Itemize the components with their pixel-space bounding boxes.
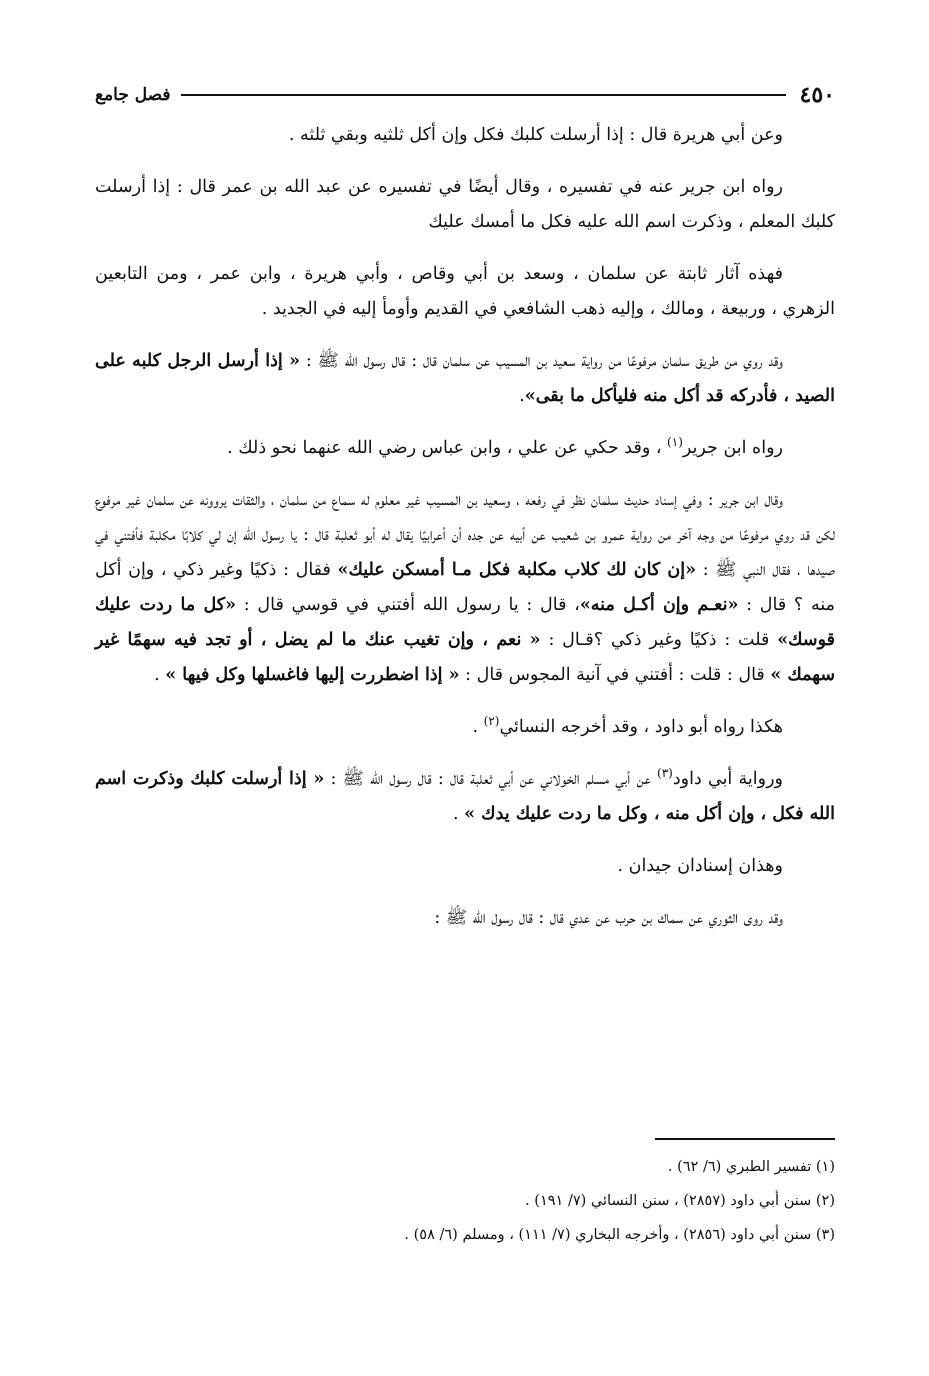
chapter-title: فصل جامع [95, 85, 171, 105]
paragraph-text: عن أبي مسلم الخولاني عن أبي ثعلبة قال : قال رسول الله ﷺ : [324, 769, 658, 789]
header-rule [181, 94, 786, 96]
paragraph [95, 901, 835, 936]
paragraph [95, 483, 835, 693]
book-page [95, 70, 835, 1340]
paragraph-text: . [154, 665, 166, 685]
paragraph-text: . [472, 717, 484, 737]
paragraph-text: وهذان إسنادان جيدان . [617, 856, 783, 876]
hadith-quote: « إذا اضطررت إليها فاغسلها وكل فيها » [165, 665, 460, 685]
paragraph-text: هكذا رواه أبو داود ، وقد أخرجه النسائي [499, 717, 783, 737]
paragraph [95, 118, 835, 153]
paragraph-text: رواه ابن جرير [682, 438, 783, 458]
paragraph [95, 257, 835, 327]
paragraph-text: قلت : ذكيًا وغير ذكي ؟قـال : [540, 630, 778, 650]
paragraph-text: ورواية أبي داود [672, 769, 783, 789]
paragraph-text: . [519, 386, 525, 406]
paragraph-text: وقال ابن جرير : وفي إسناد حديث سلمان نظر في رفعه ، وسعيد بن المسيب غير معلوم له سماع من سلمان ، والثقات يروونه عن سلمان غير مرفوع لكن قد روي مرفوعًا من وجه آخر من رواية عمرو بن شعيب عن أبيه عن جده أن أعرابيًا يقال له أبو ثعلبة قال : يا رسول الله إن لي كلابًا مكلبة فأفتني في صيدها ، فقال النبي ﷺ : [95, 490, 835, 580]
hadith-quote: «كل ما ردت عليك قوسك» [95, 595, 835, 650]
paragraph-text: ، قال : يا رسول الله أفتني في قوسي قال : [236, 595, 580, 615]
paragraph [95, 431, 835, 466]
paragraph-text: فقال : ذكيًا وغير ذكي ، وإن أكل منه ؟ قال : [95, 560, 835, 615]
page-header [95, 80, 835, 110]
paragraph-text: فهذه آثار ثابتة عن سلمان ، وسعد بن أبي وقاص ، وأبي هريرة ، وابن عمر ، ومن التابعين الزهري ، وربيعة ، ومالك ، وإليه ذهب الشافعي في القديم وأومأ إليه في الجديد . [95, 264, 835, 319]
paragraph [95, 344, 835, 414]
footnote-ref: (٣) [657, 766, 673, 781]
page-body [95, 118, 835, 953]
paragraph-text: . [453, 804, 465, 824]
footnote-2: (٢) سنن أبي داود (٢٨٥٧) ، سنن النسائي (٧/ ١٩١) . [525, 1193, 835, 1209]
footnote-3: (٣) سنن أبي داود (٢٨٥٦) ، وأخرجه البخاري (٧/ ١١١) ، ومسلم (٦/ ٥٨) . [404, 1227, 835, 1243]
hadith-quote: « إذا أرسلت كلبك وذكرت اسم الله فكل ، وإن أكل منه ، وكل ما ردت عليك يدك » [95, 769, 835, 824]
page-number: ٤٥٠ [799, 82, 835, 108]
paragraph-text: قال : قلت : أفتني في آنية المجوس قال : [459, 665, 771, 685]
hadith-quote: «نعـم وإن أكـل منه» [579, 595, 739, 615]
paragraph-text: وعن أبي هريرة قال : إذا أرسلت كلبك فكل وإن أكل ثلثيه وبقي ثلثه . [288, 125, 783, 145]
footnote-1: (١) تفسير الطبري (٦/ ٦٢) . [667, 1159, 835, 1175]
paragraph-text: رواه ابن جرير عنه في تفسيره ، وقال أيضًا في تفسيره عن عبد الله بن عمر قال : إذا أرسلت كلبك المعلم ، وذكرت اسم الله عليه فكل ما أمسك عليك [95, 177, 835, 232]
hadith-quote: «إن كان لك كلاب مكلبة فكل مـا أمسكن عليك» [337, 560, 697, 580]
footnote-ref: (١) [667, 435, 683, 450]
footnote-ref: (٢) [483, 714, 500, 729]
paragraph-text: ، وقد حكي عن علي ، وابن عباس رضي الله عنهما نحو ذلك . [227, 438, 668, 458]
paragraph [95, 710, 835, 745]
footnote-rule [655, 1138, 835, 1140]
paragraph-text: وقد روى الثوري عن سماك بن حرب عن عدي قال : قال رسول الله ﷺ : [434, 908, 783, 928]
footnotes [95, 1138, 835, 1252]
paragraph [95, 849, 835, 884]
hadith-quote: « إذا أرسل الرجل كلبه على الصيد ، فأدركه قد أكل منه فليأكل ما بقى» [95, 351, 835, 406]
hadith-quote: « نعم ، وإن تغيب عنك ما لم يضل ، أو تجد فيه سهمًا غير سهمك » [95, 630, 835, 685]
paragraph [95, 170, 835, 240]
paragraph-text: وقد روي من طريق سلمان مرفوعًا من رواية سعيد بن المسيب عن سلمان قال : قال رسول الله ﷺ : [300, 351, 783, 371]
paragraph [95, 762, 835, 832]
